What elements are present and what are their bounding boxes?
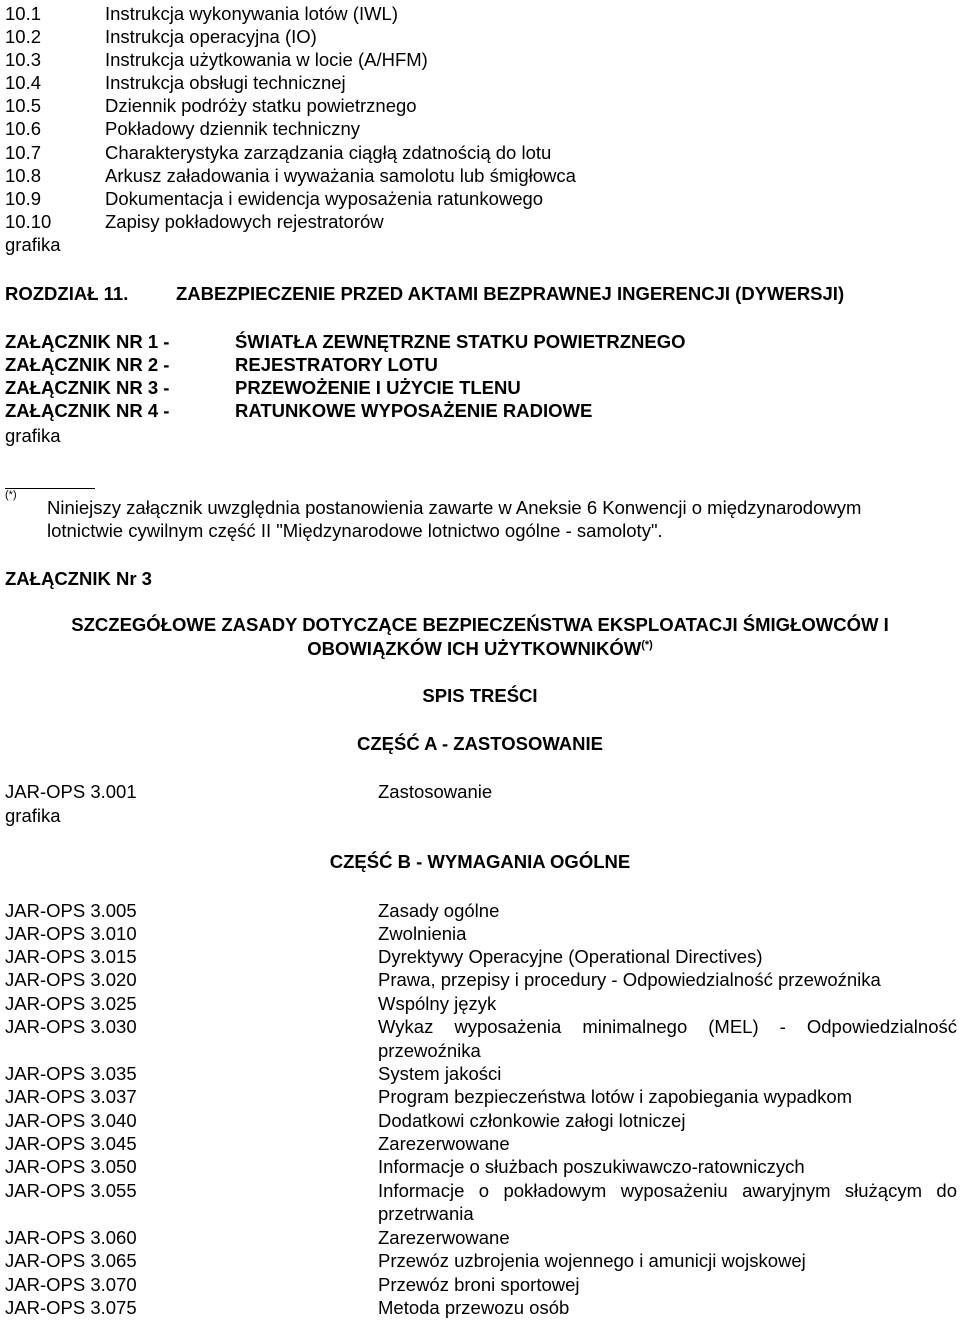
- jar-code: JAR-OPS 3.055: [5, 1180, 137, 1201]
- annex-title: ŚWIATŁA ZEWNĘTRZNE STATKU POWIETRZNEGO: [235, 331, 686, 352]
- jar-title-continuation: przewoźnika: [378, 1040, 481, 1061]
- toc-text: Instrukcja wykonywania lotów (IWL): [105, 3, 399, 24]
- annex3-label: ZAŁĄCZNIK Nr 3: [5, 568, 152, 589]
- annex-label: ZAŁĄCZNIK NR 3 -: [5, 377, 170, 398]
- toc-item: [5, 141, 551, 165]
- jar-code: JAR-OPS 3.040: [5, 1110, 137, 1131]
- jar-title: Przewóz broni sportowej: [378, 1274, 580, 1295]
- toc-item: [5, 1273, 580, 1297]
- jar-title: Zarezerwowane: [378, 1133, 510, 1154]
- toc-item: [5, 48, 428, 72]
- toc-item: [5, 1226, 510, 1250]
- jar-code: JAR-OPS 3.050: [5, 1156, 137, 1177]
- jar-title: Prawa, przepisy i procedury - Odpowiedzialność przewoźnika: [378, 969, 881, 990]
- toc-item: [5, 2, 398, 26]
- toc-item: [5, 780, 492, 804]
- jar-title: Wykaz wyposażenia minimalnego (MEL) - Odpowiedzialność: [378, 1016, 957, 1037]
- toc-text: Pokładowy dziennik techniczny: [105, 118, 361, 139]
- jar-code: JAR-OPS 3.037: [5, 1086, 137, 1107]
- jar-code: JAR-OPS 3.045: [5, 1133, 137, 1154]
- jar-title: Informacje o pokładowym wyposażeniu awaryjnym służącym do: [378, 1180, 957, 1201]
- toc-number: 10.9: [5, 188, 42, 209]
- toc-item: [5, 992, 496, 1016]
- jar-title: Zasady ogólne: [378, 900, 500, 921]
- annex3-title-text: OBOWIĄZKÓW ICH UŻYTKOWNIKÓW: [307, 638, 642, 659]
- toc-item: [5, 117, 360, 141]
- toc-item: [5, 210, 384, 234]
- toc-text: Dokumentacja i ewidencja wyposażenia ratunkowego: [105, 188, 544, 209]
- jar-code: JAR-OPS 3.005: [5, 900, 137, 921]
- annex-label: ZAŁĄCZNIK NR 4 -: [5, 400, 170, 421]
- annex-label: ZAŁĄCZNIK NR 1 -: [5, 331, 170, 352]
- jar-code: JAR-OPS 3.070: [5, 1274, 137, 1295]
- toc-number: 10.4: [5, 72, 42, 93]
- part-b-heading: CZĘŚĆ B - WYMAGANIA OGÓLNE: [329, 851, 631, 872]
- toc-text: Instrukcja operacyjna (IO): [105, 26, 317, 47]
- jar-code: JAR-OPS 3.075: [5, 1297, 137, 1318]
- jar-title: Program bezpieczeństwa lotów i zapobiegania wypadkom: [378, 1086, 853, 1107]
- toc-text: Dziennik podróży statku powietrznego: [105, 95, 417, 116]
- annex3-title-footnote-mark: (*): [641, 638, 653, 651]
- jar-code: JAR-OPS 3.035: [5, 1063, 137, 1084]
- toc-number: 10.7: [5, 142, 42, 163]
- part-a-heading: CZĘŚĆ A - ZASTOSOWANIE: [357, 733, 603, 754]
- toc-item: [5, 945, 763, 969]
- toc-item: [5, 1132, 510, 1156]
- toc-item: [5, 1109, 685, 1133]
- toc-text: Instrukcja użytkowania w locie (A/HFM): [105, 49, 428, 70]
- toc-item: [5, 187, 543, 211]
- jar-title: Metoda przewozu osób: [378, 1297, 570, 1318]
- annex-item: [5, 353, 438, 377]
- toc-text: Charakterystyka zarządzania ciągłą zdatnością do lotu: [105, 142, 552, 163]
- toc-item: [5, 164, 576, 188]
- footnote-line-1: Niniejszy załącznik uwzględnia postanowienia zawarte w Aneksie 6 Konwencji o międzynarodowym: [47, 497, 862, 518]
- jar-title: Wspólny język: [378, 993, 497, 1014]
- jar-code: JAR-OPS 3.065: [5, 1250, 137, 1271]
- grafika-label: grafika: [5, 425, 61, 446]
- toc-item: [5, 1085, 852, 1109]
- toc-item: [5, 1155, 805, 1179]
- footnote-rule: [5, 488, 95, 489]
- jar-title: Przewóz uzbrojenia wojennego i amunicji wojskowej: [378, 1250, 806, 1271]
- toc-item: [5, 968, 881, 992]
- toc-item: [5, 1062, 501, 1086]
- toc-item: [5, 1296, 569, 1320]
- footnote-line-2: lotnictwie cywilnym część II "Międzynarodowe lotnictwo ogólne - samoloty".: [47, 520, 663, 541]
- toc-number: 10.1: [5, 3, 42, 24]
- footnote-mark: (*): [5, 489, 17, 501]
- annex-title: RATUNKOWE WYPOSAŻENIE RADIOWE: [235, 400, 593, 421]
- toc-item: [5, 25, 317, 49]
- jar-title: System jakości: [378, 1063, 502, 1084]
- toc-text: Arkusz załadowania i wyważania samolotu lub śmigłowca: [105, 165, 576, 186]
- jar-title-continuation: przetrwania: [378, 1203, 474, 1224]
- toc-item: [5, 1249, 806, 1273]
- jar-code: JAR-OPS 3.025: [5, 993, 137, 1014]
- toc-item: [5, 1179, 378, 1203]
- chapter-title: ZABEZPIECZENIE PRZED AKTAMI BEZPRAWNEJ INGERENCJI (DYWERSJI): [176, 283, 845, 304]
- annex-item: [5, 330, 685, 354]
- toc-number: 10.2: [5, 26, 42, 47]
- annex-label: ZAŁĄCZNIK NR 2 -: [5, 354, 170, 375]
- jar-code: JAR-OPS 3.001: [5, 781, 137, 802]
- toc-number: 10.8: [5, 165, 42, 186]
- jar-title: Informacje o służbach poszukiwawczo-ratowniczych: [378, 1156, 805, 1177]
- annex-item: [5, 399, 592, 423]
- toc-item: [5, 1015, 378, 1039]
- grafika-label: grafika: [5, 234, 61, 255]
- jar-title: Dodatkowi członkowie załogi lotniczej: [378, 1110, 686, 1131]
- annex-title: REJESTRATORY LOTU: [235, 354, 438, 375]
- jar-title: Dyrektywy Operacyjne (Operational Directives): [378, 946, 763, 967]
- toc-item: [5, 899, 499, 923]
- toc-item: [5, 71, 346, 95]
- toc-number: 10.6: [5, 118, 42, 139]
- toc-item: [5, 922, 466, 946]
- toc-text: Zapisy pokładowych rejestratorów: [105, 211, 384, 232]
- annex-title: PRZEWOŻENIE I UŻYCIE TLENU: [235, 377, 521, 398]
- chapter-label: ROZDZIAŁ 11.: [5, 283, 129, 304]
- toc-item: [5, 94, 417, 118]
- contents-heading: SPIS TREŚCI: [422, 685, 538, 706]
- jar-code: JAR-OPS 3.030: [5, 1016, 137, 1037]
- toc-text: Instrukcja obsługi technicznej: [105, 72, 346, 93]
- jar-code: JAR-OPS 3.015: [5, 946, 137, 967]
- jar-code: JAR-OPS 3.010: [5, 923, 137, 944]
- annex-item: [5, 376, 521, 400]
- jar-title: Zwolnienia: [378, 923, 467, 944]
- jar-code: JAR-OPS 3.060: [5, 1227, 137, 1248]
- annex3-title-line-2: [0, 637, 960, 661]
- toc-number: 10.5: [5, 95, 42, 116]
- jar-title: Zastosowanie: [378, 781, 493, 802]
- jar-title: Zarezerwowane: [378, 1227, 510, 1248]
- jar-code: JAR-OPS 3.020: [5, 969, 137, 990]
- grafika-label: grafika: [5, 805, 61, 826]
- toc-number: 10.10: [5, 211, 52, 232]
- chapter-heading: [5, 282, 844, 306]
- toc-number: 10.3: [5, 49, 42, 70]
- annex3-title-line-1: SZCZEGÓŁOWE ZASADY DOTYCZĄCE BEZPIECZEŃSTWA EKSPLOATACJI ŚMIGŁOWCÓW I: [71, 614, 889, 635]
